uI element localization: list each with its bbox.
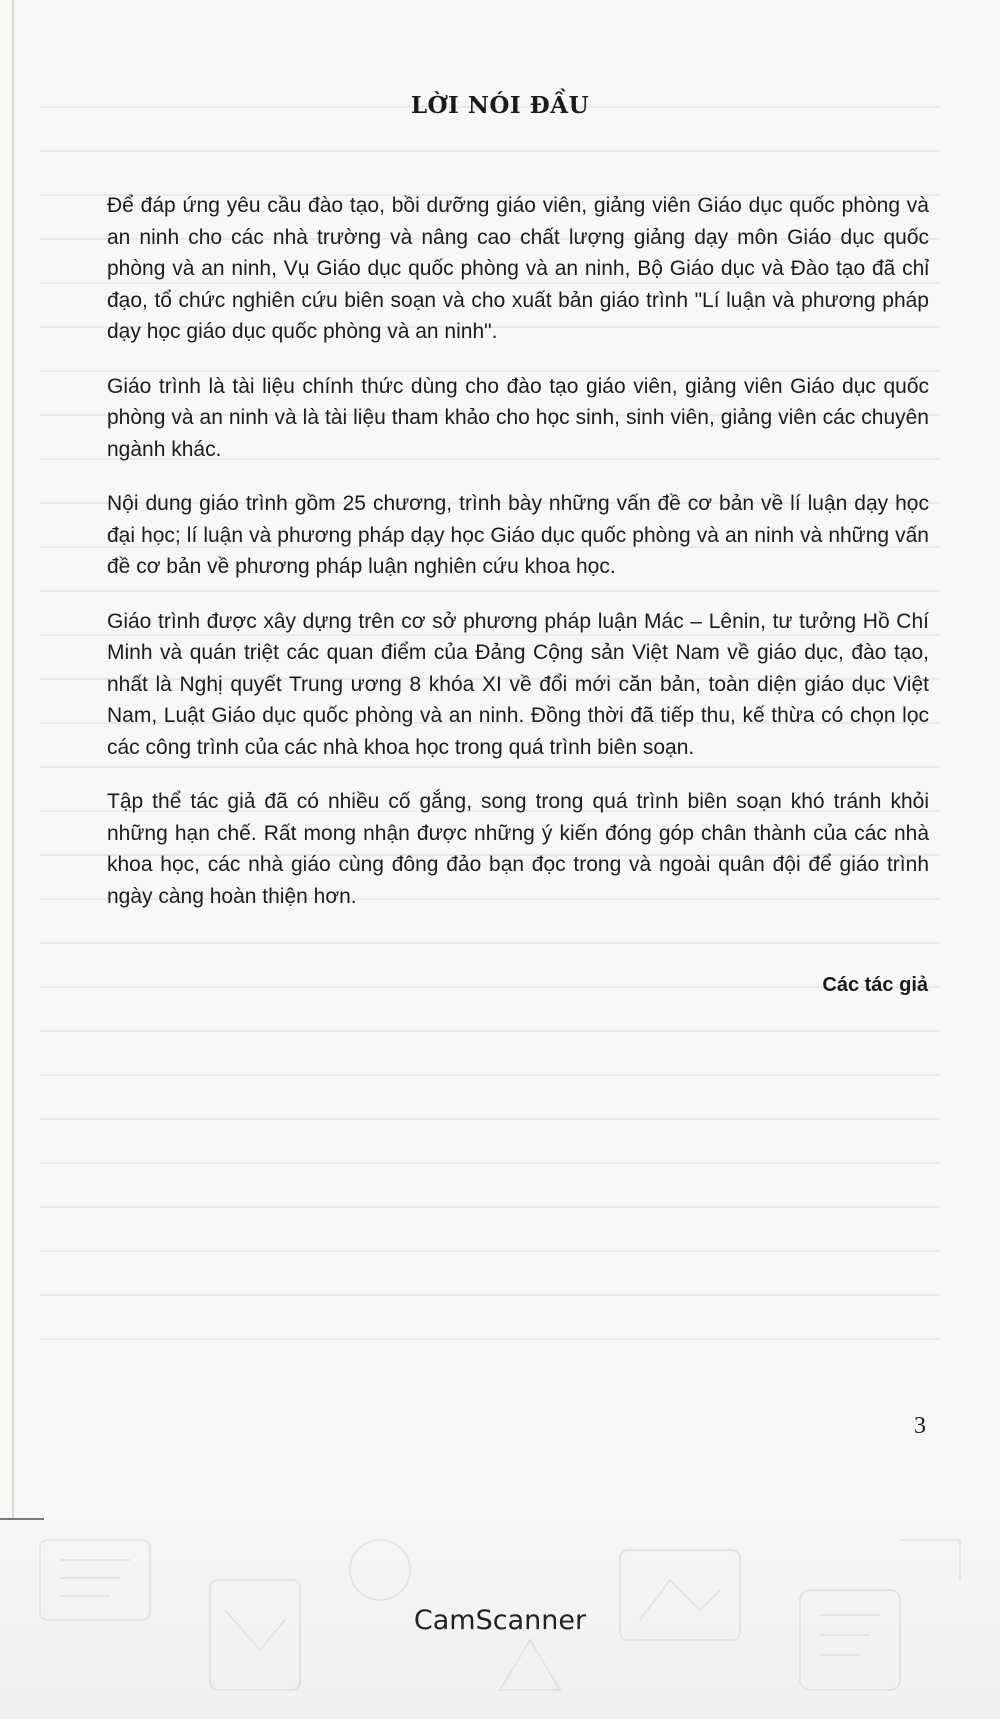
paragraph: Nội dung giáo trình gồm 25 chương, trình bày những vấn đề cơ bản về lí luận dạy học đại học; lí luận và phương pháp dạy học Giáo dục quốc phòng và an ninh và những vấn đề cơ bản về phương pháp luận nghiên cứu khoa học. [107, 492, 929, 578]
scanner-footer [0, 1520, 1000, 1719]
body-text [107, 190, 929, 935]
page-edge [12, 0, 14, 1520]
paragraph: Giáo trình là tài liệu chính thức dùng cho đào tạo giáo viên, giảng viên Giáo dục quốc phòng và an ninh và là tài liệu tham khảo cho học sinh, sinh viên, giảng viên các chuyên ngành khác. [107, 374, 929, 461]
paragraph: Để đáp ứng yêu cầu đào tạo, bồi dưỡng giáo viên, giảng viên Giáo dục quốc phòng và an ninh cho các nhà trường và nâng cao chất lượng giảng dạy môn Giáo dục quốc phòng và an ninh, Vụ Giáo dục quốc phòng và an ninh, Bộ Giáo dục và Đào tạo đã chỉ đạo, tổ chức nghiên cứu biên soạn và cho xuất bản giáo trình "Lí luận và phương pháp dạy học giáo dục quốc phòng và an ninh". [107, 194, 929, 343]
page-title: LỜI NÓI ĐẦU [410, 92, 590, 119]
paragraph: Tập thể tác giả đã có nhiều cố gắng, song trong quá trình biên soạn khó tránh khỏi những hạn chế. Rất mong nhận được những ý kiến đóng góp chân thành của các nhà khoa học, các nhà giáo cùng đông đảo bạn đọc trong và ngoài quân đội để giáo trình ngày càng hoàn thiện hơn. [107, 790, 929, 908]
camscanner-watermark: CamScanner [413, 1605, 587, 1636]
page-number: 3 [914, 1413, 926, 1439]
paragraph: Giáo trình được xây dựng trên cơ sở phương pháp luận Mác – Lênin, tư tưởng Hồ Chí Minh và quán triệt các quan điểm của Đảng Cộng sản Việt Nam về giáo dục, đào tạo, nhất là Nghị quyết Trung ương 8 khóa XI về đổi mới căn bản, toàn diện giáo dục Việt Nam, Luật Giáo dục quốc phòng và an ninh. Đồng thời đã tiếp thu, kế thừa có chọn lọc các công trình của các nhà khoa học trong quá trình biên soạn. [107, 609, 929, 759]
signature: Các tác giả [822, 974, 928, 996]
